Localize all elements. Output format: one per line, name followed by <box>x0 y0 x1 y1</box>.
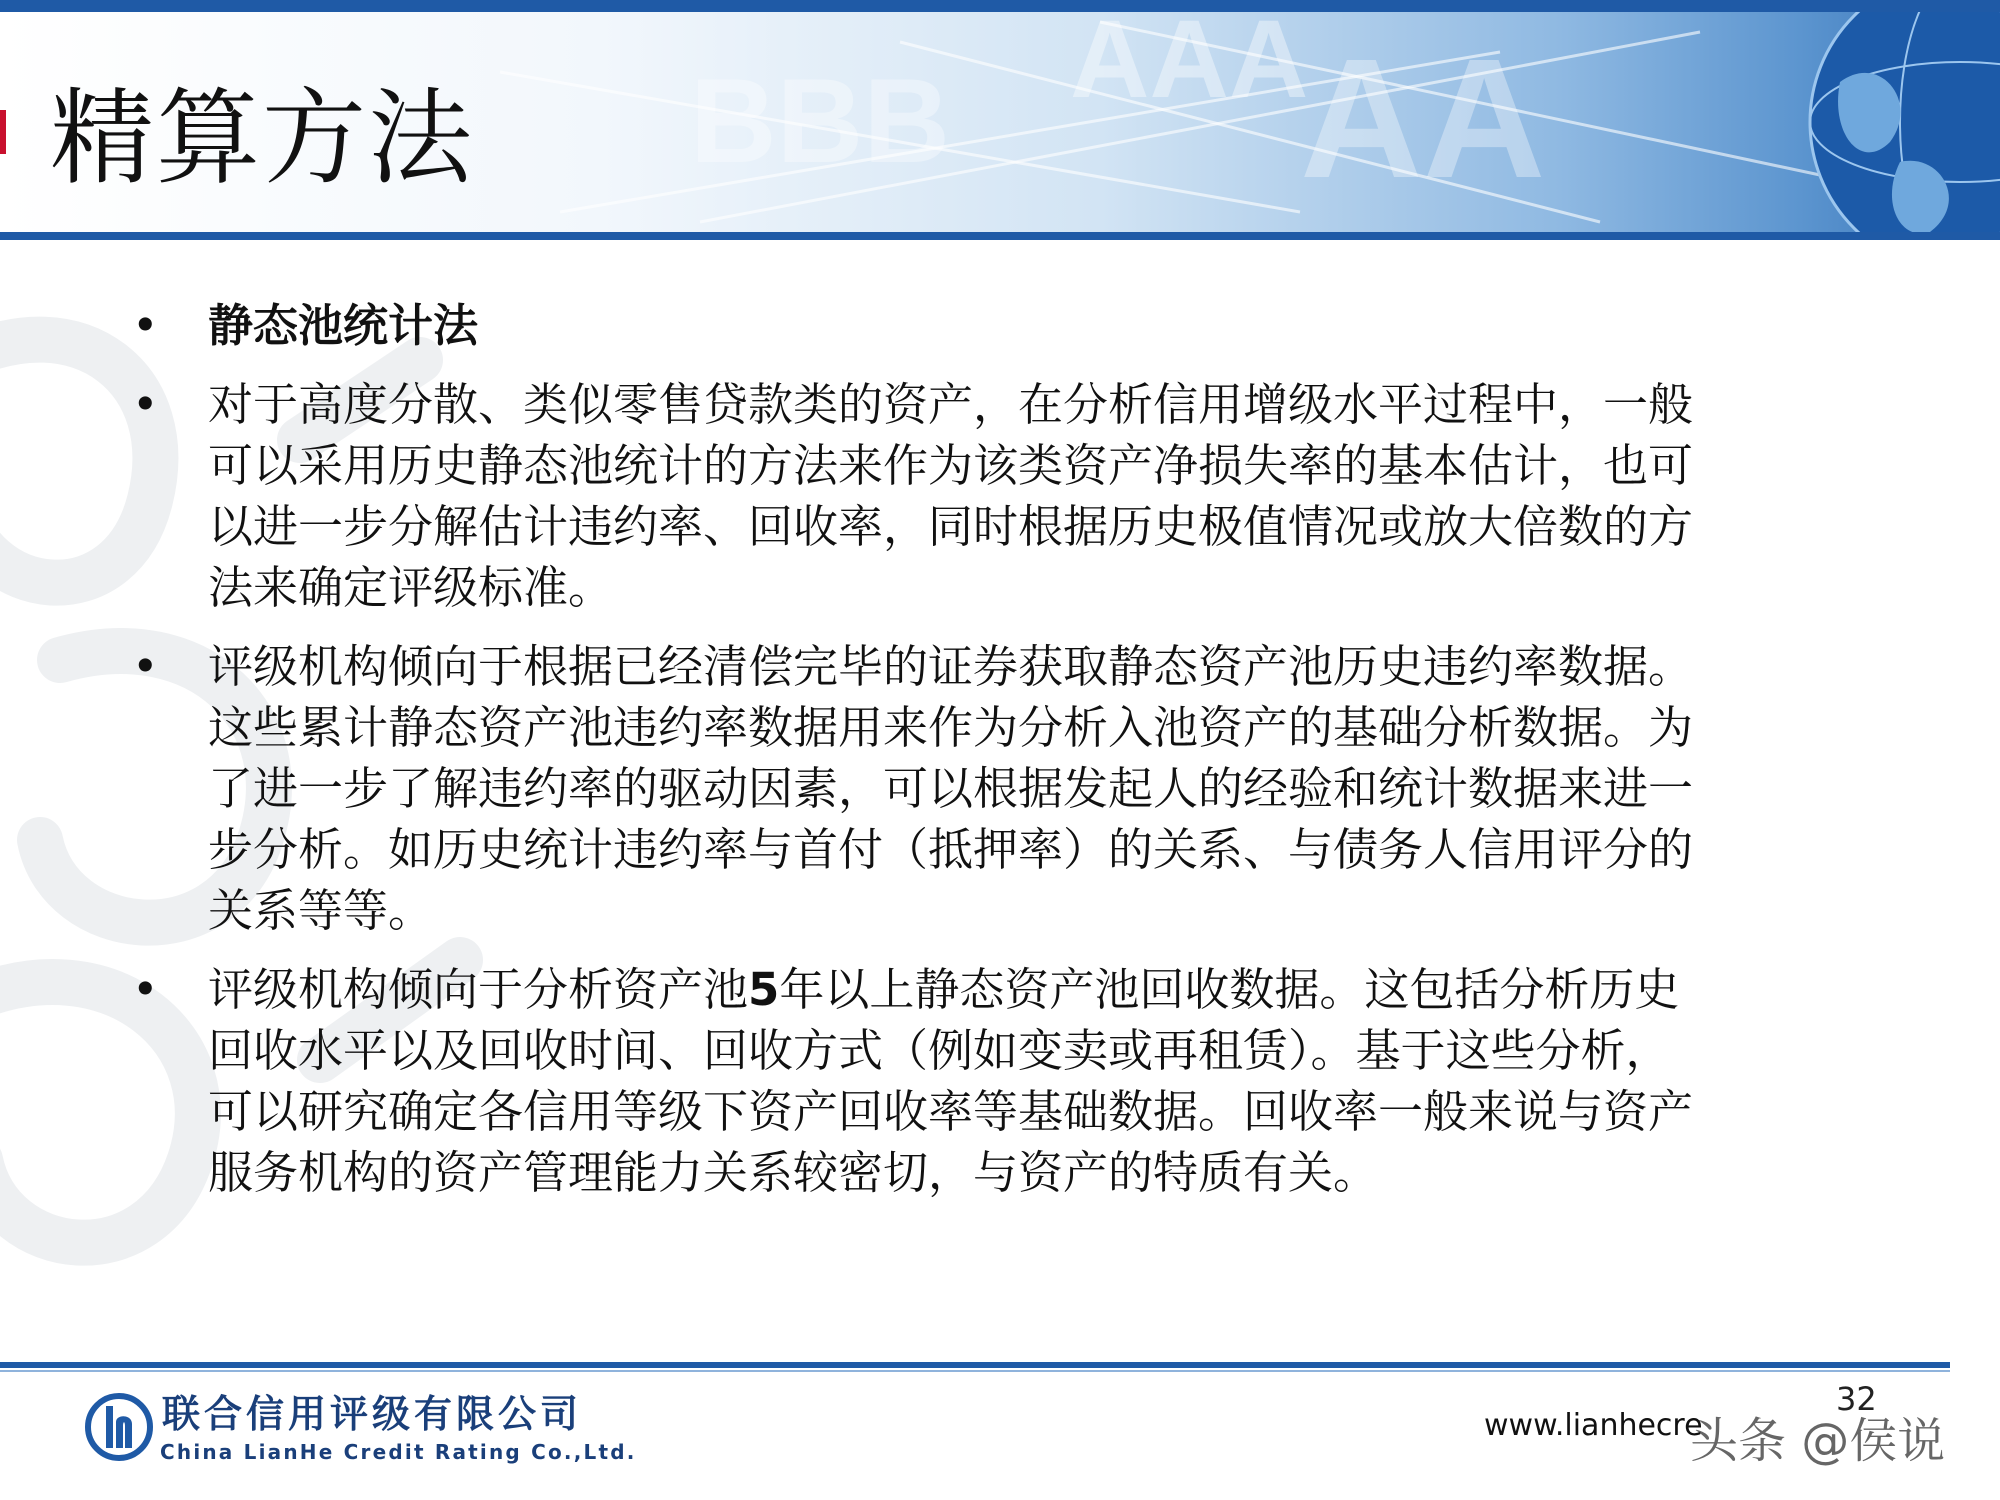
paragraph-line: 回收水平以及回收时间、回收方式（例如变卖或再租赁）。基于这些分析， <box>208 1024 1671 1077</box>
paragraph-line: 对于高度分散、类似零售贷款类的资产，在分析信用增级水平过程中，一般 <box>208 378 1694 431</box>
paragraph-line: 法来确定评级标准。 <box>208 561 614 614</box>
header-top-strip <box>0 0 2000 12</box>
paragraph-line: 步分析。如历史统计违约率与首付（抵押率）的关系、与债务人信用评分的 <box>208 823 1694 876</box>
title-accent-mark <box>0 110 6 154</box>
footer-rule <box>0 1362 1950 1368</box>
bullet-paragraph-2 <box>130 636 1890 941</box>
company-name-en: China LianHe Credit Rating Co.,Ltd. <box>160 1440 637 1464</box>
line-text: 评级机构倾向于分析资产池 <box>208 963 749 1016</box>
bullet-dot-icon: • <box>132 640 159 693</box>
source-watermark: 头条 @侯说 <box>1690 1413 1946 1469</box>
paragraph-line: 评级机构倾向于根据已经清偿完毕的证券获取静态资产池历史违约率数据。 <box>208 640 1694 693</box>
paragraph-line: 服务机构的资产管理能力关系较密切，与资产的特质有关。 <box>208 1146 1379 1199</box>
footer-rule-thin <box>0 1370 1950 1372</box>
line-text: 年以上静态资产池回收数据。这包括分析历史 <box>779 963 1680 1016</box>
banner-watermark-bbb: BBB <box>690 54 950 188</box>
years-number: 5 <box>748 963 780 1016</box>
paragraph-line: 可以采用历史静态池统计的方法来作为该类资产净损失率的基本估计，也可 <box>208 439 1694 492</box>
bullet-dot-icon: • <box>132 378 159 431</box>
bullet-dot-icon: • <box>132 299 159 352</box>
bullet-dot-icon: • <box>132 963 159 1016</box>
globe-graphic <box>1810 12 2000 232</box>
page-title: 精算方法 <box>50 77 475 199</box>
website-link[interactable]: www.lianhecre <box>1484 1408 1703 1443</box>
bullet-paragraph-3 <box>130 959 1890 1203</box>
section-heading: 静态池统计法 <box>208 299 479 352</box>
paragraph-line: 可以研究确定各信用等级下资产回收率等基础数据。回收率一般来说与资产 <box>208 1085 1694 1138</box>
slide-header <box>0 0 2000 240</box>
paragraph-line: 关系等等。 <box>208 884 434 937</box>
company-logo-icon <box>84 1392 154 1462</box>
paragraph-line: 了进一步了解违约率的驱动因素，可以根据发起人的经验和统计数据来进一 <box>208 762 1694 815</box>
paragraph-line <box>208 959 1890 1020</box>
banner-watermark-aaa: AAA <box>1070 12 1309 121</box>
slide-content <box>130 295 1890 1203</box>
banner-watermark-aa: AA <box>1300 24 1546 214</box>
company-name-cn: 联合信用评级有限公司 <box>162 1392 583 1436</box>
paragraph-line: 以进一步分解估计违约率、回收率，同时根据历史极值情况或放大倍数的方 <box>208 500 1694 553</box>
bullet-paragraph-1 <box>130 374 1890 618</box>
header-rule <box>0 232 2000 240</box>
paragraph-line: 这些累计静态资产池违约率数据用来作为分析入池资产的基础分析数据。为 <box>208 701 1694 754</box>
bullet-heading <box>130 295 1890 356</box>
page-number: 32 <box>1836 1380 1877 1418</box>
